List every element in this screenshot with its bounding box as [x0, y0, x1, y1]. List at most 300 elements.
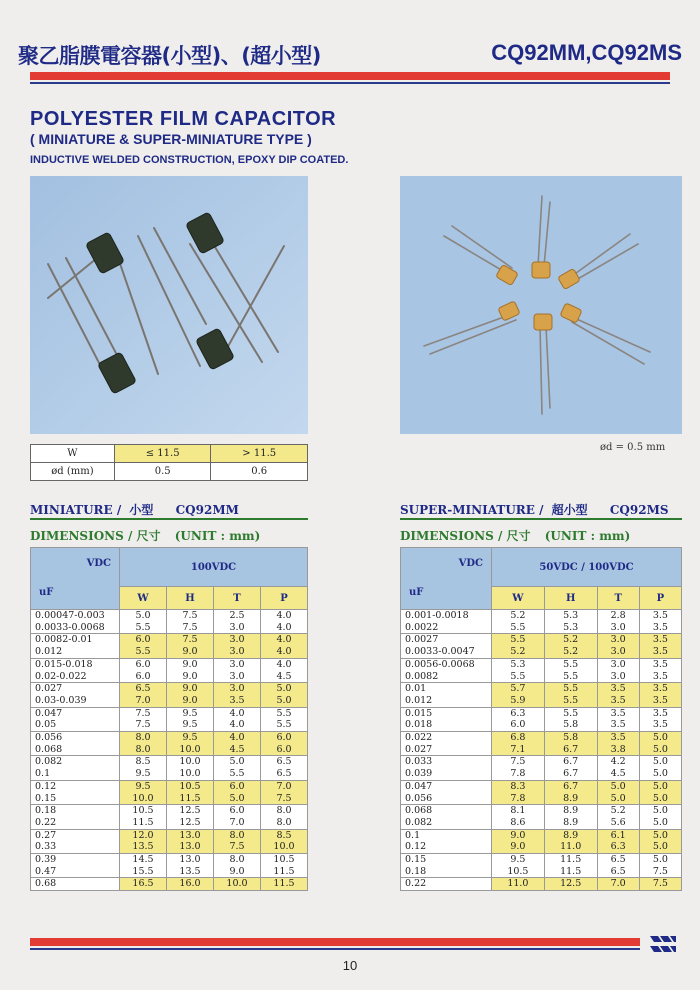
dimension-cell: 3.0: [597, 671, 639, 683]
dimension-cell: 5.0: [639, 744, 681, 756]
table-row: [31, 634, 308, 646]
table-row: [31, 805, 308, 817]
dimension-cell: 4.5: [261, 671, 308, 683]
capacitance-cell: 0.0033-0.0047: [401, 646, 492, 658]
dimension-cell: 5.3: [544, 610, 597, 622]
dimension-cell: 10.5: [492, 866, 545, 878]
dimension-cell: 5.3: [544, 622, 597, 634]
capacitance-cell: 0.082: [31, 756, 120, 768]
table-row: [31, 744, 308, 756]
lead-diameter-large: 0.6: [211, 463, 308, 481]
capacitance-cell: 0.047: [401, 780, 492, 792]
capacitance-cell: 0.068: [31, 744, 120, 756]
dimension-cell: 3.5: [597, 695, 639, 707]
dimension-cell: 5.0: [639, 768, 681, 780]
capacitance-cell: 0.0056-0.0068: [401, 658, 492, 670]
dimension-cell: 5.7: [492, 683, 545, 695]
dimension-cell: 6.0: [120, 634, 167, 646]
dimension-cell: 8.9: [544, 805, 597, 817]
dimension-cell: 14.5: [120, 854, 167, 866]
dimension-cell: 4.0: [261, 634, 308, 646]
capacitance-cell: 0.03-0.039: [31, 695, 120, 707]
dimension-cell: 5.8: [544, 719, 597, 731]
table-row: [31, 756, 308, 768]
dimension-cell: 6.0: [120, 671, 167, 683]
dimension-cell: 3.5: [597, 732, 639, 744]
capacitance-cell: 0.33: [31, 841, 120, 853]
dimension-cell: 3.5: [639, 707, 681, 719]
dimension-cell: 4.0: [214, 707, 261, 719]
dimension-cell: 5.5: [492, 634, 545, 646]
table-row: [401, 610, 682, 622]
dimension-cell: 5.2: [544, 634, 597, 646]
table-row: [31, 622, 308, 634]
table-row: [401, 780, 682, 792]
dimension-cell: 5.0: [120, 610, 167, 622]
dimension-cell: 3.0: [214, 683, 261, 695]
dimension-cell: 7.0: [214, 817, 261, 829]
dimension-cell: 4.5: [597, 768, 639, 780]
table-row: [31, 780, 308, 792]
capacitance-cell: 0.056: [31, 732, 120, 744]
dimension-cell: 13.5: [167, 866, 214, 878]
dimension-cell: 11.0: [492, 878, 545, 891]
dimension-cell: 6.0: [492, 719, 545, 731]
table-row: [31, 829, 308, 841]
dimension-cell: 6.7: [544, 756, 597, 768]
dimension-cell: 10.5: [167, 780, 214, 792]
dimension-cell: 6.8: [492, 732, 545, 744]
dimension-cell: 6.5: [261, 756, 308, 768]
super-miniature-vdc-label: VDC: [458, 557, 483, 569]
dimension-cell: 7.5: [492, 756, 545, 768]
dimension-cell: 7.0: [120, 695, 167, 707]
miniature-dimensions-heading: DIMENSIONS / 尺寸 (UNIT : mm): [30, 529, 261, 543]
miniature-uf-label: uF: [39, 586, 54, 598]
capacitance-cell: 0.027: [401, 744, 492, 756]
table-row: [31, 695, 308, 707]
table-row: [401, 878, 682, 891]
dimension-cell: 10.0: [120, 793, 167, 805]
dimension-cell: 10.0: [167, 768, 214, 780]
dimension-cell: 10.0: [167, 744, 214, 756]
capacitance-cell: 0.1: [401, 829, 492, 841]
capacitance-cell: 0.068: [401, 805, 492, 817]
miniature-corner-header: [31, 548, 120, 610]
dimension-cell: 3.8: [597, 744, 639, 756]
miniature-label-cn: 小型: [129, 503, 154, 517]
miniature-col-p: P: [261, 587, 308, 610]
dimension-cell: 9.5: [120, 780, 167, 792]
capacitance-cell: 0.018: [401, 719, 492, 731]
miniature-col-h: H: [167, 587, 214, 610]
table-row: [31, 817, 308, 829]
dimension-cell: 8.0: [120, 744, 167, 756]
dimension-cell: 5.0: [214, 756, 261, 768]
miniature-voltage-header: 100VDC: [120, 548, 308, 587]
dimension-cell: 4.0: [261, 622, 308, 634]
table-row: [401, 829, 682, 841]
dimension-cell: 11.5: [261, 866, 308, 878]
super-miniature-dim-label: DIMENSIONS: [400, 529, 494, 543]
table-row: [31, 658, 308, 670]
table-row: [401, 756, 682, 768]
miniature-dim-cn: 尺寸: [136, 529, 161, 543]
miniature-heading: MINIATURE / 小型 CQ92MM: [30, 503, 239, 517]
dimension-cell: 4.0: [261, 610, 308, 622]
miniature-model: CQ92MM: [175, 503, 239, 517]
dimension-cell: 10.0: [214, 878, 261, 891]
dimension-cell: 3.0: [214, 658, 261, 670]
miniature-divider: [30, 518, 308, 520]
table-row: [401, 683, 682, 695]
capacitance-cell: 0.0022: [401, 622, 492, 634]
dimension-cell: 9.0: [492, 841, 545, 853]
super-miniature-dim-cn: 尺寸: [506, 529, 531, 543]
table-row: [401, 622, 682, 634]
dimension-cell: 7.0: [261, 780, 308, 792]
dimension-cell: 12.0: [120, 829, 167, 841]
capacitance-cell: 0.047: [31, 707, 120, 719]
dimension-cell: 6.0: [261, 732, 308, 744]
super-miniature-voltage-header: 50VDC / 100VDC: [492, 548, 682, 587]
dimension-cell: 13.0: [167, 829, 214, 841]
dimension-cell: 7.5: [120, 707, 167, 719]
dimension-cell: 6.0: [214, 780, 261, 792]
table-row: [401, 817, 682, 829]
company-logo-icon: [648, 934, 678, 960]
page-number: 10: [342, 958, 358, 973]
table-row: [401, 805, 682, 817]
table-row: [31, 610, 308, 622]
dimension-cell: 11.5: [120, 817, 167, 829]
capacitance-cell: 0.0082-0.01: [31, 634, 120, 646]
dimension-cell: 5.5: [261, 707, 308, 719]
table-row: [31, 841, 308, 853]
dimension-cell: 3.5: [639, 671, 681, 683]
capacitance-cell: 0.1: [31, 768, 120, 780]
table-row: [31, 878, 308, 891]
dimension-cell: 5.8: [544, 732, 597, 744]
dimension-cell: 6.5: [261, 768, 308, 780]
dimension-cell: 7.8: [492, 793, 545, 805]
dimension-cell: 3.5: [214, 695, 261, 707]
capacitance-cell: 0.039: [401, 768, 492, 780]
header-model: CQ92MM,CQ92MS: [491, 40, 682, 65]
dimension-cell: 5.5: [261, 719, 308, 731]
dimension-cell: 7.5: [167, 610, 214, 622]
dimension-cell: 5.2: [492, 646, 545, 658]
table-row: [31, 866, 308, 878]
dimension-cell: 7.5: [167, 622, 214, 634]
dimension-cell: 13.5: [120, 841, 167, 853]
dimension-cell: 6.7: [544, 744, 597, 756]
dimension-cell: 3.0: [214, 646, 261, 658]
dimension-cell: 5.0: [261, 683, 308, 695]
capacitance-cell: 0.027: [31, 683, 120, 695]
dimension-cell: 9.5: [167, 719, 214, 731]
capacitance-cell: 0.015: [401, 707, 492, 719]
dimension-cell: 6.5: [597, 866, 639, 878]
table-row: [401, 646, 682, 658]
dimension-cell: 10.0: [167, 756, 214, 768]
dimension-cell: 4.0: [261, 658, 308, 670]
dimension-cell: 5.3: [492, 658, 545, 670]
dimension-cell: 9.0: [167, 695, 214, 707]
dimension-cell: 13.0: [167, 854, 214, 866]
dimension-cell: 9.0: [167, 671, 214, 683]
dimension-cell: 5.9: [492, 695, 545, 707]
dimension-cell: 11.0: [544, 841, 597, 853]
dimension-cell: 6.0: [261, 744, 308, 756]
table-row: [401, 634, 682, 646]
dimension-cell: 4.0: [214, 719, 261, 731]
w-header-large: > 11.5: [211, 445, 308, 463]
miniature-dim-label: DIMENSIONS: [30, 529, 124, 543]
dimension-cell: 6.0: [214, 805, 261, 817]
capacitance-cell: 0.033: [401, 756, 492, 768]
dimension-cell: 3.5: [639, 695, 681, 707]
dimension-cell: 5.5: [544, 707, 597, 719]
dimension-cell: 6.0: [120, 658, 167, 670]
dimension-cell: 6.1: [597, 829, 639, 841]
dimension-cell: 5.0: [639, 841, 681, 853]
lead-diameter-note: ød = 0.5 mm: [600, 442, 666, 453]
dimension-cell: 2.5: [214, 610, 261, 622]
dimension-cell: 13.0: [167, 841, 214, 853]
capacitance-cell: 0.22: [31, 817, 120, 829]
super-miniature-model: CQ92MS: [609, 503, 669, 517]
dimension-cell: 3.0: [597, 622, 639, 634]
dimension-cell: 4.0: [261, 646, 308, 658]
dimension-cell: 7.8: [492, 768, 545, 780]
dimension-cell: 12.5: [167, 817, 214, 829]
dimension-cell: 8.0: [261, 805, 308, 817]
dimension-cell: 3.5: [639, 634, 681, 646]
dimension-cell: 8.0: [261, 817, 308, 829]
dimension-cell: 3.0: [597, 646, 639, 658]
capacitance-cell: 0.022: [401, 732, 492, 744]
dimension-cell: 9.0: [167, 658, 214, 670]
dimension-cell: 5.0: [639, 854, 681, 866]
table-row: [401, 658, 682, 670]
super-miniature-col-p: P: [639, 587, 681, 610]
dimension-cell: 5.2: [492, 610, 545, 622]
header-title-cn: 聚乙脂膜電容器(小型)、(超小型): [18, 44, 321, 68]
dimension-cell: 5.0: [639, 793, 681, 805]
table-row: [401, 793, 682, 805]
miniature-unit: (UNIT : mm): [174, 529, 261, 543]
dimension-cell: 8.3: [492, 780, 545, 792]
dimension-cell: 3.0: [214, 671, 261, 683]
dimension-cell: 3.5: [597, 707, 639, 719]
capacitance-cell: 0.00047-0.003: [31, 610, 120, 622]
table-row: [401, 841, 682, 853]
table-row: [31, 768, 308, 780]
capacitance-cell: 0.15: [31, 793, 120, 805]
dimension-cell: 8.0: [214, 829, 261, 841]
dimension-cell: 9.0: [167, 683, 214, 695]
dimension-cell: 6.7: [544, 780, 597, 792]
capacitance-cell: 0.18: [401, 866, 492, 878]
dimension-cell: 8.1: [492, 805, 545, 817]
dimension-cell: 3.0: [214, 634, 261, 646]
header-red-rule: [30, 72, 670, 80]
dimension-cell: 10.5: [261, 854, 308, 866]
dimension-cell: 3.0: [214, 622, 261, 634]
lead-diameter-table: [30, 444, 308, 481]
dimension-cell: 9.5: [492, 854, 545, 866]
capacitance-cell: 0.01: [401, 683, 492, 695]
dimension-cell: 5.6: [597, 817, 639, 829]
super-miniature-label-cn: 超小型: [551, 503, 588, 517]
dimension-cell: 7.5: [120, 719, 167, 731]
dimension-cell: 9.0: [214, 866, 261, 878]
dimension-cell: 5.2: [597, 805, 639, 817]
w-header-label: W: [31, 445, 115, 463]
dimension-cell: 5.2: [544, 646, 597, 658]
table-row: [31, 719, 308, 731]
dimension-cell: 7.5: [639, 866, 681, 878]
dimension-cell: 5.5: [492, 622, 545, 634]
miniature-label: MINIATURE: [30, 503, 113, 517]
miniature-vdc-label: VDC: [86, 557, 111, 569]
dimension-cell: 15.5: [120, 866, 167, 878]
dimension-cell: 4.0: [214, 732, 261, 744]
capacitance-cell: 0.15: [401, 854, 492, 866]
dimension-cell: 3.5: [597, 683, 639, 695]
dimension-cell: 5.5: [214, 768, 261, 780]
capacitance-cell: 0.0082: [401, 671, 492, 683]
capacitance-cell: 0.056: [401, 793, 492, 805]
super-miniature-col-t: T: [597, 587, 639, 610]
dimension-cell: 7.1: [492, 744, 545, 756]
table-row: [31, 671, 308, 683]
table-row: [401, 732, 682, 744]
dimension-cell: 5.0: [639, 756, 681, 768]
dimension-cell: 8.5: [120, 756, 167, 768]
dimension-cell: 8.5: [261, 829, 308, 841]
lead-diameter-label: ød (mm): [31, 463, 115, 481]
dimension-cell: 11.5: [167, 793, 214, 805]
super-miniature-col-h: H: [544, 587, 597, 610]
super-miniature-dimensions-heading: DIMENSIONS / 尺寸 (UNIT : mm): [400, 529, 631, 543]
dimension-cell: 9.5: [167, 732, 214, 744]
super-miniature-corner-header: [401, 548, 492, 610]
capacitance-cell: 0.12: [401, 841, 492, 853]
super-miniature-dimensions-table: [400, 547, 682, 891]
page-title: POLYESTER FILM CAPACITOR: [30, 108, 337, 130]
dimension-cell: 5.0: [214, 793, 261, 805]
super-miniature-col-w: W: [492, 587, 545, 610]
dimension-cell: 12.5: [544, 878, 597, 891]
dimension-cell: 5.0: [639, 780, 681, 792]
dimension-cell: 5.0: [639, 805, 681, 817]
dimension-cell: 9.0: [167, 646, 214, 658]
table-row: [401, 695, 682, 707]
dimension-cell: 7.5: [639, 878, 681, 891]
page-description: INDUCTIVE WELDED CONSTRUCTION, EPOXY DIP COATED.: [30, 154, 349, 166]
dimension-cell: 11.5: [544, 854, 597, 866]
dimension-cell: 2.8: [597, 610, 639, 622]
table-row: [31, 732, 308, 744]
super-miniature-unit: (UNIT : mm): [544, 529, 631, 543]
dimension-cell: 3.5: [639, 683, 681, 695]
table-row: [31, 646, 308, 658]
capacitance-cell: 0.22: [401, 878, 492, 891]
capacitance-cell: 0.27: [31, 829, 120, 841]
dimension-cell: 12.5: [167, 805, 214, 817]
capacitance-cell: 0.05: [31, 719, 120, 731]
lead-diameter-small: 0.5: [114, 463, 211, 481]
table-row: [31, 854, 308, 866]
dimension-cell: 3.5: [639, 719, 681, 731]
footer-red-rule: [30, 938, 640, 946]
dimension-cell: 8.9: [544, 829, 597, 841]
header-blue-rule: [30, 82, 670, 84]
w-header-small: ≤ 11.5: [114, 445, 211, 463]
dimension-cell: 8.9: [544, 817, 597, 829]
capacitance-cell: 0.39: [31, 854, 120, 866]
super-miniature-capacitor-photo: [400, 176, 682, 434]
capacitance-cell: 0.012: [31, 646, 120, 658]
dimension-cell: 9.0: [492, 829, 545, 841]
dimension-cell: 8.9: [544, 793, 597, 805]
super-miniature-uf-label: uF: [409, 586, 424, 598]
dimension-cell: 7.5: [214, 841, 261, 853]
dimension-cell: 3.5: [639, 658, 681, 670]
capacitance-cell: 0.68: [31, 878, 120, 891]
dimension-cell: 5.0: [261, 695, 308, 707]
dimension-cell: 5.0: [597, 793, 639, 805]
super-miniature-divider: [400, 518, 682, 520]
dimension-cell: 5.0: [639, 817, 681, 829]
dimension-cell: 7.0: [597, 878, 639, 891]
capacitance-cell: 0.47: [31, 866, 120, 878]
dimension-cell: 8.0: [214, 854, 261, 866]
footer-blue-rule: [30, 948, 640, 950]
dimension-cell: 5.0: [639, 732, 681, 744]
dimension-cell: 6.7: [544, 768, 597, 780]
capacitance-cell: 0.015-0.018: [31, 658, 120, 670]
table-row: [401, 719, 682, 731]
dimension-cell: 5.5: [544, 683, 597, 695]
table-row: [401, 707, 682, 719]
capacitance-cell: 0.001-0.0018: [401, 610, 492, 622]
dimension-cell: 9.5: [167, 707, 214, 719]
dimension-cell: 9.5: [120, 768, 167, 780]
dimension-cell: 5.5: [544, 658, 597, 670]
dimension-cell: 7.5: [261, 793, 308, 805]
dimension-cell: 3.0: [597, 658, 639, 670]
miniature-capacitor-photo: [30, 176, 308, 434]
super-miniature-heading: SUPER-MINIATURE / 超小型 CQ92MS: [400, 503, 669, 517]
dimension-cell: 4.2: [597, 756, 639, 768]
dimension-cell: 11.5: [261, 878, 308, 891]
dimension-cell: 3.5: [639, 622, 681, 634]
table-row: [401, 671, 682, 683]
dimension-cell: 10.0: [261, 841, 308, 853]
super-miniature-label: SUPER-MINIATURE: [400, 503, 535, 517]
dimension-cell: 11.5: [544, 866, 597, 878]
capacitance-cell: 0.02-0.022: [31, 671, 120, 683]
dimension-cell: 4.5: [214, 744, 261, 756]
dimension-cell: 10.5: [120, 805, 167, 817]
table-row: [31, 793, 308, 805]
capacitance-cell: 0.12: [31, 780, 120, 792]
capacitance-cell: 0.18: [31, 805, 120, 817]
dimension-cell: 3.5: [597, 719, 639, 731]
